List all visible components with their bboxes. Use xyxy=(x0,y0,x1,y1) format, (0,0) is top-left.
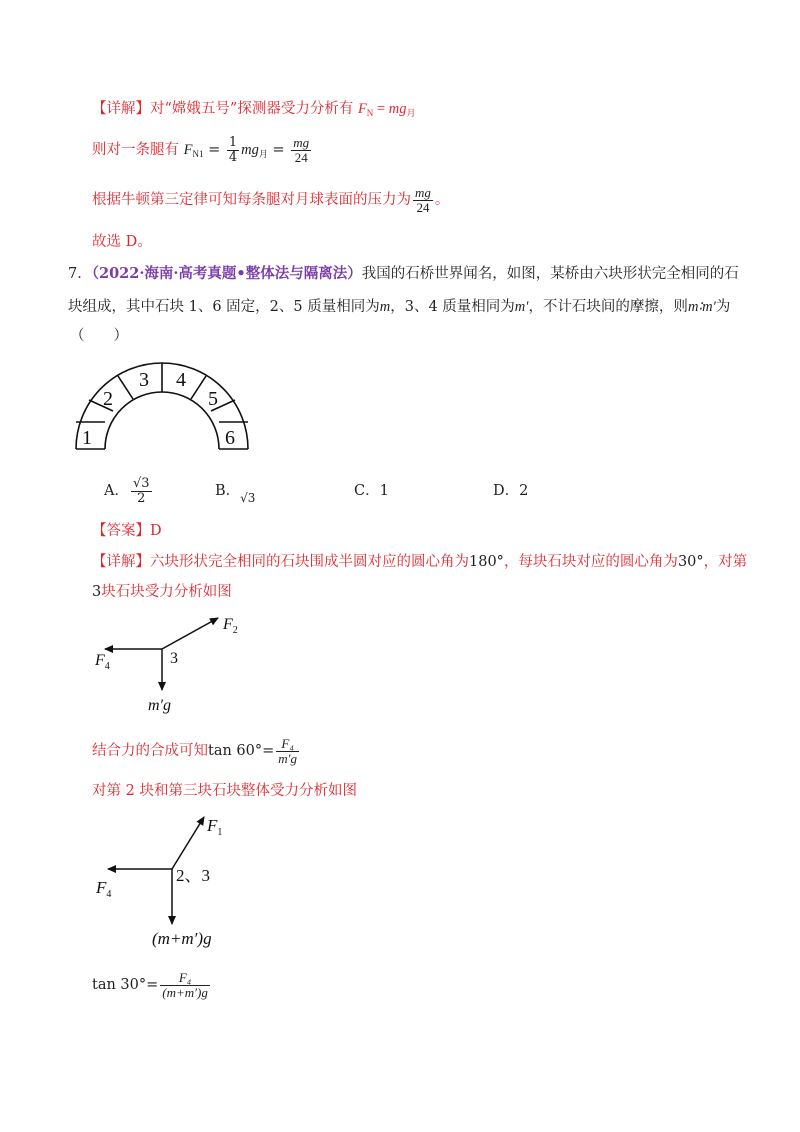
stone-bridge-figure xyxy=(70,362,260,452)
detail2-line3: 结合力的合成可知tan 60°= $\frac{\text{F₄}}{m'g}$ xyxy=(92,735,298,766)
question-source: （2022·海南·高考真题•整体法与隔离法） xyxy=(91,265,362,282)
question-number: 7． xyxy=(68,266,92,282)
svg-text:3: 3 xyxy=(170,650,178,667)
detail2-line2: 3块石块受力分析如图 xyxy=(92,584,232,600)
svg-text:(m+m′)g: (m+m′)g xyxy=(152,929,212,948)
answer-tag: 【答案】 xyxy=(92,523,150,539)
force-diagram-stone-3 xyxy=(90,612,260,717)
detail-tag: 【详解】 xyxy=(92,101,150,117)
detail2-line1: 【详解】六块形状完全相同的石块围成半圆对应的圆心角为180°，每块石块对应的圆心角为30°，对第 xyxy=(92,554,748,570)
detail1-line3: 根据牛顿第三定律可知每条腿对月球表面的压力为 $\frac{mg}{24}$ 。 xyxy=(92,184,450,215)
detail1-line4: 故选 D。 xyxy=(92,234,152,250)
fraction: $\frac{\text{F₄}}{m'g}$ xyxy=(278,735,298,766)
svg-text:2、3: 2、3 xyxy=(176,866,210,885)
fraction: $\frac{mg}{24}$ xyxy=(415,184,431,215)
bridge-label-1: 1 xyxy=(82,427,92,449)
option-b[interactable]: B．$_{√3}$ xyxy=(215,483,256,505)
svg-text:F1: $F_1$ xyxy=(207,816,223,838)
bridge-label-3: 3 xyxy=(139,369,149,391)
svg-text:F4: $F_4$ xyxy=(95,652,110,672)
svg-text:F2: $F_2$ xyxy=(223,616,238,636)
option-d[interactable]: D．2 xyxy=(493,483,529,499)
question-paren: （ ） xyxy=(70,328,128,344)
bridge-label-6: 6 xyxy=(225,427,235,449)
answer-value: D xyxy=(150,523,162,539)
bridge-label-2: 2 xyxy=(103,388,113,410)
detail2-line5: tan 30°= $\frac{\text{F₄}}{(m+m')g}$ xyxy=(92,969,208,1000)
detail1-line2: 则对一条腿有 $F_{N1}$ = $\frac{1}{4}$ $mg_月$ = $\frac{mg}{24}$ xyxy=(92,134,310,165)
bridge-label-4: 4 xyxy=(176,369,186,391)
fraction: $\frac{1}{4}$ xyxy=(228,134,238,165)
detail2-line4: 对第 2 块和第三块石块整体受力分析如图 xyxy=(92,783,357,799)
svg-text:m′g: m′g xyxy=(148,697,172,714)
answer-line xyxy=(92,521,162,541)
fraction: $\frac{√3}{2}$ xyxy=(132,475,150,506)
option-c[interactable]: C．1 xyxy=(354,483,389,499)
force-diagram-stones-2-3 xyxy=(90,812,265,952)
detail1-line1: 【详解】对“嫦娥五号”探测器受力分析有 $F_N = mg_月$ xyxy=(92,101,416,118)
fraction: $\frac{\text{F₄}}{(m+m')g}$ xyxy=(162,969,208,1000)
bridge-label-5: 5 xyxy=(208,388,218,410)
fraction: $\frac{mg}{24}$ xyxy=(293,134,310,165)
question-line2: 块组成，其中石块 1、6 固定，2、5 质量相同为m，3、4 质量相同为m′，不计石块间的摩擦，则m∶m′为 xyxy=(68,299,731,315)
option-a[interactable]: A． $\frac{√3}{2}$ xyxy=(104,475,150,506)
question-line1: 7．（2022·海南·高考真题•整体法与隔离法）我国的石桥世界闻名，如图，某桥由六块形状完全相同的石 xyxy=(68,265,739,282)
svg-text:F4: $F_4$ xyxy=(96,878,112,900)
